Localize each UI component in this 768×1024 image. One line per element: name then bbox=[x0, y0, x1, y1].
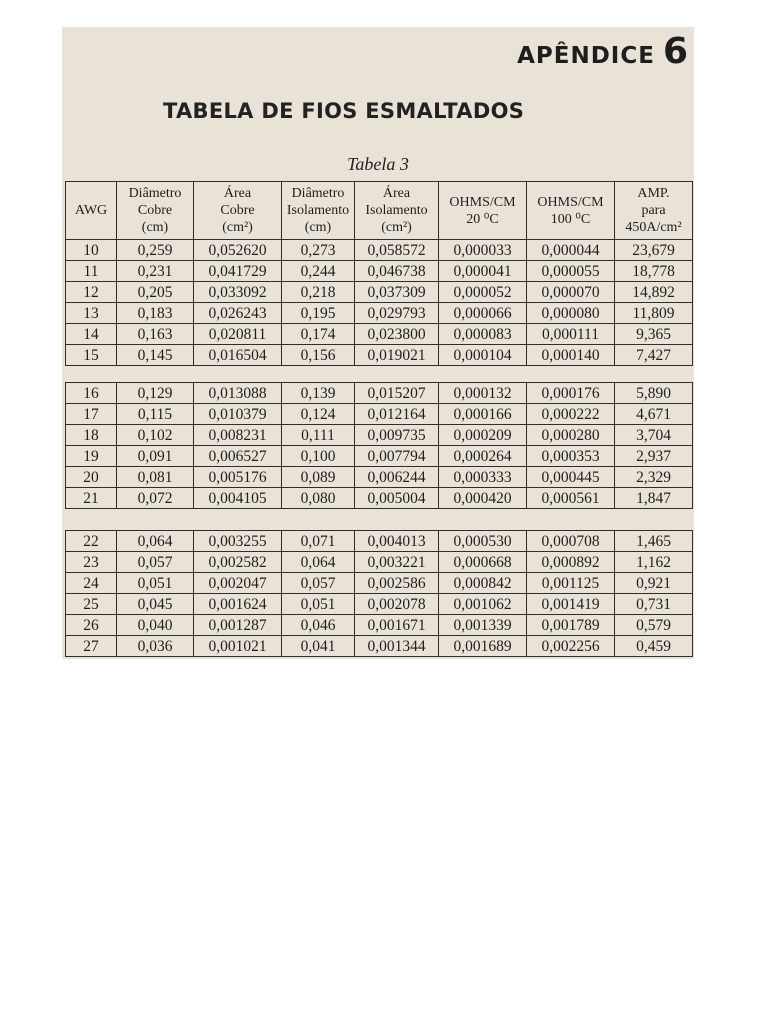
cell-amp: 1,847 bbox=[615, 488, 693, 509]
cell-ohms-20c: 0,001689 bbox=[439, 636, 527, 657]
header-ohms-20c bbox=[439, 182, 527, 240]
cell-ohms-100c: 0,001419 bbox=[527, 594, 615, 615]
table-row bbox=[66, 404, 693, 425]
cell-diametro-cobre: 0,231 bbox=[117, 261, 194, 282]
cell-amp: 7,427 bbox=[615, 345, 693, 366]
header-diametro-cobre bbox=[117, 182, 194, 240]
cell-area-cobre: 0,020811 bbox=[194, 324, 282, 345]
cell-diametro-isolamento: 0,111 bbox=[282, 425, 355, 446]
wire-table-group-2 bbox=[65, 382, 693, 509]
table-row bbox=[66, 615, 693, 636]
cell-ohms-20c: 0,001339 bbox=[439, 615, 527, 636]
scanned-page bbox=[62, 27, 694, 659]
table-row bbox=[66, 240, 693, 261]
cell-amp: 0,459 bbox=[615, 636, 693, 657]
cell-amp: 1,162 bbox=[615, 552, 693, 573]
cell-ohms-20c: 0,000104 bbox=[439, 345, 527, 366]
cell-ohms-20c: 0,000333 bbox=[439, 467, 527, 488]
table-row bbox=[66, 282, 693, 303]
cell-diametro-cobre: 0,129 bbox=[117, 383, 194, 404]
cell-diametro-cobre: 0,051 bbox=[117, 573, 194, 594]
cell-diametro-cobre: 0,102 bbox=[117, 425, 194, 446]
cell-awg: 16 bbox=[66, 383, 117, 404]
cell-area-cobre: 0,003255 bbox=[194, 531, 282, 552]
cell-area-isolamento: 0,002078 bbox=[355, 594, 439, 615]
cell-amp: 2,937 bbox=[615, 446, 693, 467]
cell-ohms-100c: 0,000445 bbox=[527, 467, 615, 488]
cell-diametro-isolamento: 0,174 bbox=[282, 324, 355, 345]
cell-ohms-20c: 0,001062 bbox=[439, 594, 527, 615]
cell-diametro-cobre: 0,064 bbox=[117, 531, 194, 552]
cell-ohms-20c: 0,000083 bbox=[439, 324, 527, 345]
cell-ohms-100c: 0,002256 bbox=[527, 636, 615, 657]
cell-diametro-cobre: 0,081 bbox=[117, 467, 194, 488]
header-line: Diâmetro bbox=[291, 186, 345, 201]
cell-awg: 23 bbox=[66, 552, 117, 573]
page-title: TABELA DE FIOS ESMALTADOS bbox=[163, 99, 525, 123]
header-line: Área bbox=[223, 186, 252, 201]
cell-area-isolamento: 0,009735 bbox=[355, 425, 439, 446]
header-line: AMP. bbox=[637, 186, 670, 201]
cell-amp: 4,671 bbox=[615, 404, 693, 425]
table-row bbox=[66, 467, 693, 488]
wire-table-group-3 bbox=[65, 530, 693, 657]
header-line: Cobre bbox=[137, 203, 173, 218]
cell-awg: 27 bbox=[66, 636, 117, 657]
cell-diametro-isolamento: 0,218 bbox=[282, 282, 355, 303]
cell-diametro-isolamento: 0,089 bbox=[282, 467, 355, 488]
cell-diametro-isolamento: 0,156 bbox=[282, 345, 355, 366]
cell-diametro-isolamento: 0,041 bbox=[282, 636, 355, 657]
cell-amp: 2,329 bbox=[615, 467, 693, 488]
header-awg bbox=[66, 182, 117, 240]
cell-area-isolamento: 0,015207 bbox=[355, 383, 439, 404]
header-line: OHMS/CM bbox=[537, 194, 604, 210]
header-line: Cobre bbox=[220, 203, 255, 218]
cell-area-isolamento: 0,005004 bbox=[355, 488, 439, 509]
table-row bbox=[66, 531, 693, 552]
cell-diametro-cobre: 0,145 bbox=[117, 345, 194, 366]
table-row bbox=[66, 425, 693, 446]
cell-amp: 3,704 bbox=[615, 425, 693, 446]
cell-awg: 15 bbox=[66, 345, 117, 366]
cell-area-cobre: 0,008231 bbox=[194, 425, 282, 446]
cell-diametro-isolamento: 0,124 bbox=[282, 404, 355, 425]
header-diametro-isolamento bbox=[282, 182, 355, 240]
cell-diametro-isolamento: 0,051 bbox=[282, 594, 355, 615]
cell-awg: 19 bbox=[66, 446, 117, 467]
header-line: AWG bbox=[74, 203, 108, 218]
appendix-word: APÊNDICE bbox=[517, 43, 655, 69]
cell-diametro-isolamento: 0,046 bbox=[282, 615, 355, 636]
cell-area-isolamento: 0,001671 bbox=[355, 615, 439, 636]
cell-area-isolamento: 0,002586 bbox=[355, 573, 439, 594]
cell-amp: 14,892 bbox=[615, 282, 693, 303]
table-row bbox=[66, 636, 693, 657]
cell-area-isolamento: 0,029793 bbox=[355, 303, 439, 324]
table-row bbox=[66, 573, 693, 594]
cell-amp: 18,778 bbox=[615, 261, 693, 282]
cell-diametro-cobre: 0,072 bbox=[117, 488, 194, 509]
cell-diametro-cobre: 0,115 bbox=[117, 404, 194, 425]
header-line: (cm²) bbox=[381, 220, 412, 235]
cell-ohms-20c: 0,000166 bbox=[439, 404, 527, 425]
cell-amp: 0,921 bbox=[615, 573, 693, 594]
cell-ohms-100c: 0,001789 bbox=[527, 615, 615, 636]
cell-diametro-isolamento: 0,080 bbox=[282, 488, 355, 509]
cell-awg: 24 bbox=[66, 573, 117, 594]
header-line: 20 ⁰C bbox=[466, 211, 499, 227]
cell-area-isolamento: 0,006244 bbox=[355, 467, 439, 488]
cell-awg: 13 bbox=[66, 303, 117, 324]
cell-ohms-20c: 0,000530 bbox=[439, 531, 527, 552]
header-line: (cm) bbox=[304, 220, 332, 235]
cell-ohms-100c: 0,000892 bbox=[527, 552, 615, 573]
cell-ohms-100c: 0,000140 bbox=[527, 345, 615, 366]
cell-awg: 26 bbox=[66, 615, 117, 636]
cell-area-cobre: 0,001287 bbox=[194, 615, 282, 636]
cell-diametro-isolamento: 0,100 bbox=[282, 446, 355, 467]
table-row bbox=[66, 488, 693, 509]
cell-awg: 18 bbox=[66, 425, 117, 446]
cell-awg: 22 bbox=[66, 531, 117, 552]
cell-area-isolamento: 0,012164 bbox=[355, 404, 439, 425]
cell-ohms-20c: 0,000052 bbox=[439, 282, 527, 303]
cell-awg: 25 bbox=[66, 594, 117, 615]
header-line: 450A/cm² bbox=[625, 220, 682, 235]
cell-ohms-20c: 0,000842 bbox=[439, 573, 527, 594]
cell-ohms-20c: 0,000041 bbox=[439, 261, 527, 282]
cell-ohms-20c: 0,000668 bbox=[439, 552, 527, 573]
cell-diametro-cobre: 0,040 bbox=[117, 615, 194, 636]
table-row bbox=[66, 303, 693, 324]
table-row bbox=[66, 261, 693, 282]
header-line: Área bbox=[382, 186, 411, 201]
cell-diametro-cobre: 0,057 bbox=[117, 552, 194, 573]
cell-area-isolamento: 0,046738 bbox=[355, 261, 439, 282]
cell-amp: 9,365 bbox=[615, 324, 693, 345]
cell-diametro-cobre: 0,183 bbox=[117, 303, 194, 324]
cell-ohms-20c: 0,000066 bbox=[439, 303, 527, 324]
cell-ohms-100c: 0,000044 bbox=[527, 240, 615, 261]
cell-area-cobre: 0,052620 bbox=[194, 240, 282, 261]
cell-awg: 20 bbox=[66, 467, 117, 488]
header-line: Isolamento bbox=[365, 203, 428, 218]
appendix-heading bbox=[517, 31, 688, 72]
header-area-cobre bbox=[194, 182, 282, 240]
cell-area-cobre: 0,026243 bbox=[194, 303, 282, 324]
cell-area-cobre: 0,001624 bbox=[194, 594, 282, 615]
header-ohms-100c bbox=[527, 182, 615, 240]
cell-ohms-20c: 0,000033 bbox=[439, 240, 527, 261]
cell-ohms-100c: 0,000561 bbox=[527, 488, 615, 509]
cell-diametro-isolamento: 0,064 bbox=[282, 552, 355, 573]
cell-area-isolamento: 0,001344 bbox=[355, 636, 439, 657]
cell-amp: 0,579 bbox=[615, 615, 693, 636]
cell-diametro-isolamento: 0,195 bbox=[282, 303, 355, 324]
cell-diametro-cobre: 0,163 bbox=[117, 324, 194, 345]
cell-ohms-100c: 0,000708 bbox=[527, 531, 615, 552]
table-row bbox=[66, 345, 693, 366]
cell-ohms-100c: 0,000080 bbox=[527, 303, 615, 324]
header-area-isolamento bbox=[355, 182, 439, 240]
cell-awg: 14 bbox=[66, 324, 117, 345]
cell-diametro-isolamento: 0,273 bbox=[282, 240, 355, 261]
table-caption: Tabela 3 bbox=[347, 154, 409, 174]
cell-ohms-20c: 0,000420 bbox=[439, 488, 527, 509]
cell-ohms-100c: 0,000176 bbox=[527, 383, 615, 404]
cell-awg: 11 bbox=[66, 261, 117, 282]
header-line: Diâmetro bbox=[128, 186, 182, 201]
cell-area-isolamento: 0,003221 bbox=[355, 552, 439, 573]
header-line: 100 ⁰C bbox=[550, 211, 591, 227]
cell-area-cobre: 0,041729 bbox=[194, 261, 282, 282]
cell-area-isolamento: 0,058572 bbox=[355, 240, 439, 261]
cell-area-cobre: 0,033092 bbox=[194, 282, 282, 303]
table-row bbox=[66, 324, 693, 345]
header-line: OHMS/CM bbox=[449, 194, 516, 210]
cell-area-cobre: 0,002582 bbox=[194, 552, 282, 573]
wire-table-group-1 bbox=[65, 181, 693, 366]
cell-area-cobre: 0,016504 bbox=[194, 345, 282, 366]
cell-area-cobre: 0,002047 bbox=[194, 573, 282, 594]
cell-ohms-100c: 0,000353 bbox=[527, 446, 615, 467]
cell-ohms-100c: 0,000111 bbox=[527, 324, 615, 345]
table-row bbox=[66, 383, 693, 404]
table-row bbox=[66, 594, 693, 615]
cell-ohms-100c: 0,001125 bbox=[527, 573, 615, 594]
cell-area-cobre: 0,001021 bbox=[194, 636, 282, 657]
cell-ohms-20c: 0,000132 bbox=[439, 383, 527, 404]
cell-diametro-isolamento: 0,057 bbox=[282, 573, 355, 594]
header-line: (cm) bbox=[141, 220, 169, 235]
appendix-number: 6 bbox=[662, 31, 688, 72]
cell-awg: 21 bbox=[66, 488, 117, 509]
cell-amp: 1,465 bbox=[615, 531, 693, 552]
table-row bbox=[66, 552, 693, 573]
cell-amp: 11,809 bbox=[615, 303, 693, 324]
header-line: (cm²) bbox=[222, 220, 253, 235]
cell-awg: 17 bbox=[66, 404, 117, 425]
cell-diametro-cobre: 0,045 bbox=[117, 594, 194, 615]
cell-ohms-20c: 0,000209 bbox=[439, 425, 527, 446]
cell-area-cobre: 0,006527 bbox=[194, 446, 282, 467]
cell-diametro-isolamento: 0,244 bbox=[282, 261, 355, 282]
cell-diametro-isolamento: 0,071 bbox=[282, 531, 355, 552]
cell-diametro-cobre: 0,036 bbox=[117, 636, 194, 657]
cell-amp: 5,890 bbox=[615, 383, 693, 404]
cell-diametro-cobre: 0,091 bbox=[117, 446, 194, 467]
cell-diametro-cobre: 0,205 bbox=[117, 282, 194, 303]
cell-area-isolamento: 0,023800 bbox=[355, 324, 439, 345]
cell-diametro-isolamento: 0,139 bbox=[282, 383, 355, 404]
cell-ohms-100c: 0,000222 bbox=[527, 404, 615, 425]
cell-area-cobre: 0,005176 bbox=[194, 467, 282, 488]
table-header-row bbox=[66, 182, 693, 240]
cell-amp: 0,731 bbox=[615, 594, 693, 615]
header-amp bbox=[615, 182, 693, 240]
cell-area-isolamento: 0,004013 bbox=[355, 531, 439, 552]
header-line: para bbox=[641, 203, 666, 218]
table-row bbox=[66, 446, 693, 467]
cell-amp: 23,679 bbox=[615, 240, 693, 261]
cell-awg: 10 bbox=[66, 240, 117, 261]
cell-area-isolamento: 0,019021 bbox=[355, 345, 439, 366]
cell-awg: 12 bbox=[66, 282, 117, 303]
cell-area-cobre: 0,004105 bbox=[194, 488, 282, 509]
cell-area-isolamento: 0,037309 bbox=[355, 282, 439, 303]
cell-ohms-20c: 0,000264 bbox=[439, 446, 527, 467]
cell-area-isolamento: 0,007794 bbox=[355, 446, 439, 467]
header-line: Isolamento bbox=[286, 203, 350, 218]
cell-ohms-100c: 0,000055 bbox=[527, 261, 615, 282]
cell-area-cobre: 0,013088 bbox=[194, 383, 282, 404]
cell-diametro-cobre: 0,259 bbox=[117, 240, 194, 261]
cell-area-cobre: 0,010379 bbox=[194, 404, 282, 425]
cell-ohms-100c: 0,000070 bbox=[527, 282, 615, 303]
cell-ohms-100c: 0,000280 bbox=[527, 425, 615, 446]
